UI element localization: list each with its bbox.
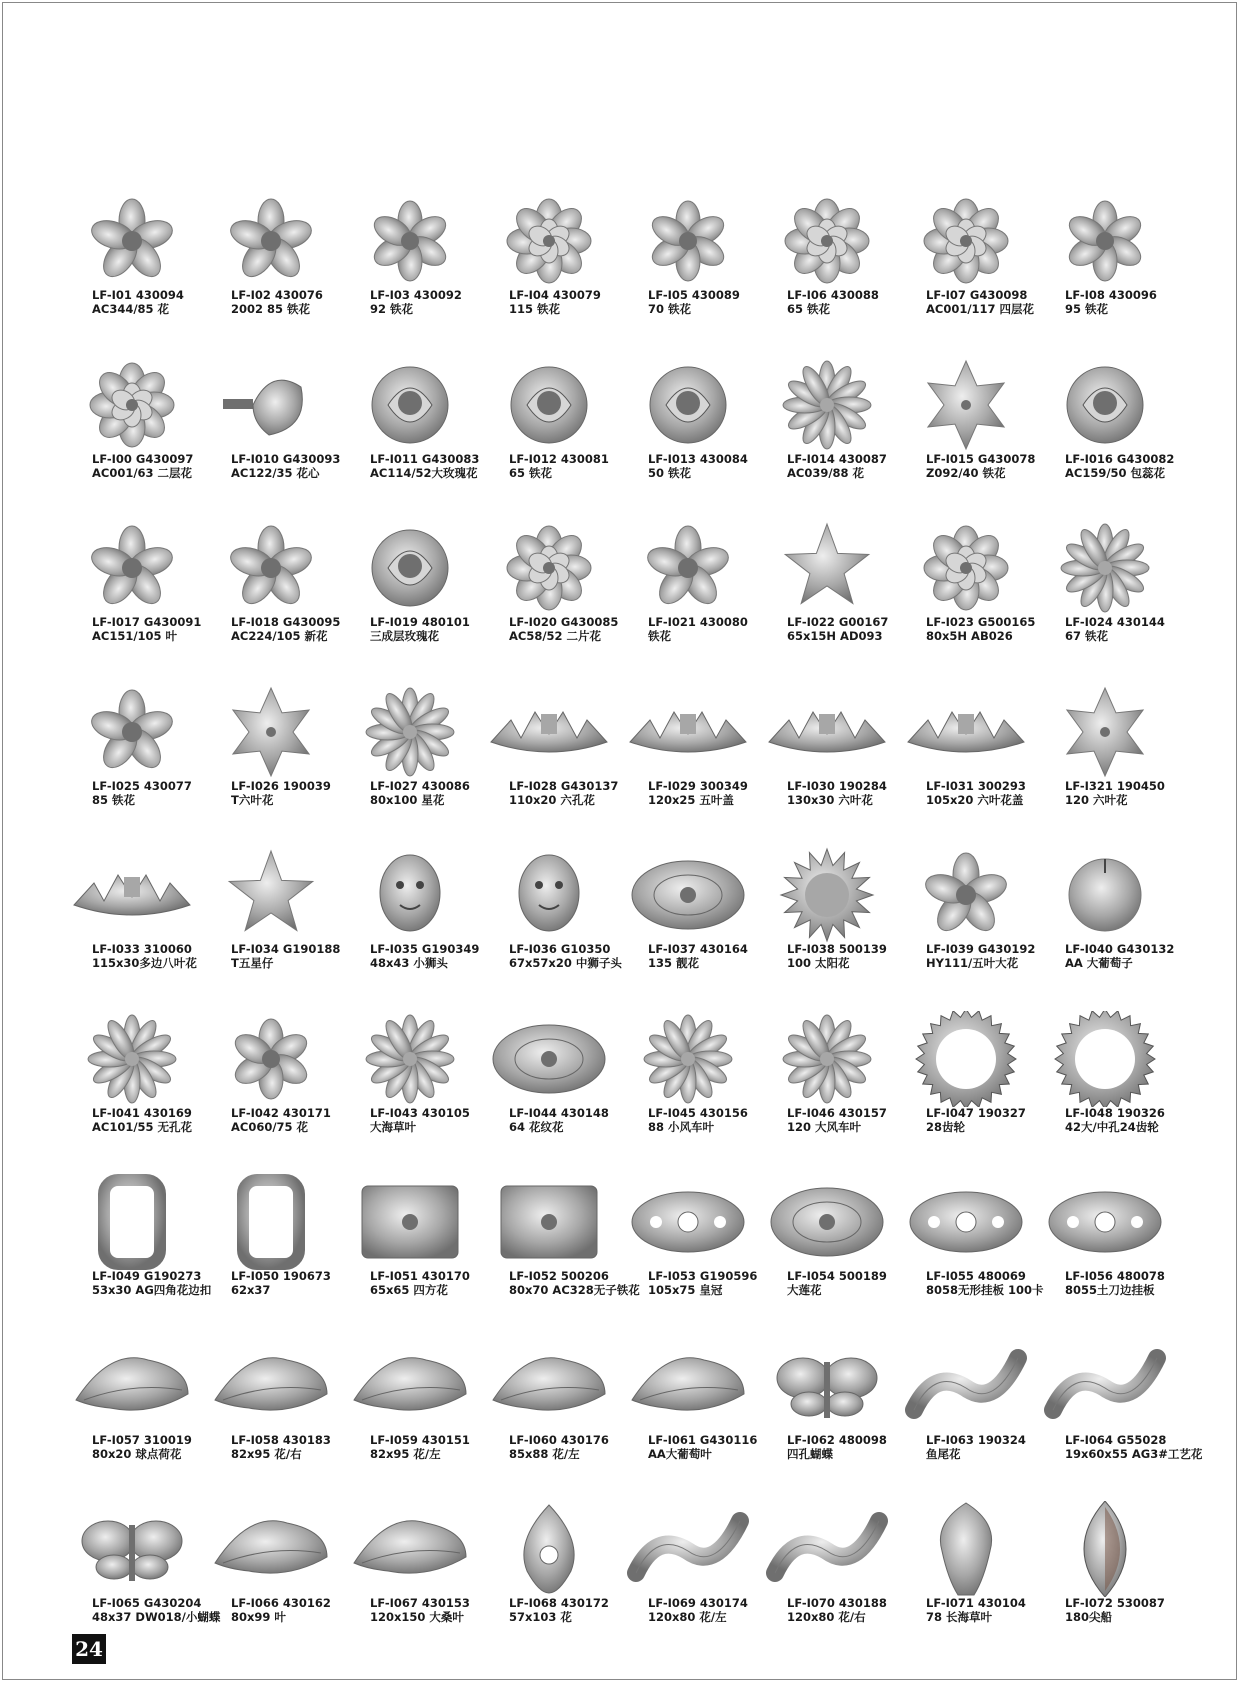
product-description: AC58/52 二片花 xyxy=(509,629,602,643)
catalog-item xyxy=(618,1010,757,1174)
product-photo xyxy=(763,519,890,617)
catalog-item xyxy=(1035,1010,1174,1174)
product-code: LF-I060 430176 xyxy=(509,1432,609,1447)
product-description: 95 铁花 xyxy=(1065,302,1109,316)
catalog-item xyxy=(62,1173,212,1337)
product-photo xyxy=(485,683,612,781)
product-code: LF-I065 G430204 xyxy=(92,1596,202,1610)
product-description: 三成层玫瑰花 xyxy=(370,629,439,643)
catalog-item xyxy=(1035,1173,1174,1337)
product-code: LF-I011 G430083 xyxy=(370,451,480,466)
product-code: LF-I054 500189 xyxy=(787,1269,887,1283)
product-description: 120x80 花/右 xyxy=(787,1610,866,1624)
product-photo xyxy=(902,356,1029,454)
catalog-item xyxy=(757,1500,896,1664)
product-code: LF-I049 G190273 xyxy=(92,1269,202,1283)
product-code: LF-I070 430188 xyxy=(787,1596,887,1610)
catalog-item xyxy=(896,192,1035,356)
product-description: AA 大葡萄子 xyxy=(1065,956,1133,970)
product-code: LF-I04 430079 xyxy=(509,288,601,302)
product-description: Z092/40 铁花 xyxy=(926,465,1006,480)
product-code: LF-I05 430089 xyxy=(648,288,740,302)
catalog-item xyxy=(896,1337,1035,1501)
catalog-item xyxy=(340,192,479,356)
product-code: LF-I025 430077 xyxy=(92,778,192,793)
product-photo xyxy=(68,846,195,944)
product-code: LF-I017 G430091 xyxy=(92,615,202,629)
product-code: LF-I064 G55028 xyxy=(1065,1432,1167,1447)
product-code: LF-I019 480101 xyxy=(370,615,470,629)
product-description: AC122/35 花心 xyxy=(231,465,320,480)
product-photo xyxy=(346,519,473,617)
catalog-item xyxy=(1035,192,1174,356)
product-description: 8055土刀边挂板 xyxy=(1065,1283,1155,1297)
product-photo xyxy=(207,192,334,290)
product-description: 28齿轮 xyxy=(926,1119,966,1134)
catalog-item xyxy=(896,519,1035,683)
product-photo xyxy=(485,846,612,944)
product-photo xyxy=(902,683,1029,781)
product-description: HY111/五叶大花 xyxy=(926,956,1019,970)
product-description: 120 六叶花 xyxy=(1065,792,1128,807)
product-description: 105x20 六叶花盖 xyxy=(926,792,1024,807)
product-code: LF-I059 430151 xyxy=(370,1432,470,1447)
product-description: 80x5H AB026 xyxy=(926,629,1013,643)
product-description: AC344/85 花 xyxy=(92,302,170,316)
catalog-item xyxy=(479,683,618,847)
product-description: 120x150 大桑叶 xyxy=(370,1610,464,1624)
product-description: 115x30多边八叶花 xyxy=(92,956,197,970)
product-description: 67x57x20 中狮子头 xyxy=(509,956,622,970)
catalog-item xyxy=(62,356,201,520)
product-photo xyxy=(207,519,334,617)
product-description: 80x70 AC328无子铁花 xyxy=(509,1283,640,1297)
product-code: LF-I063 190324 xyxy=(926,1432,1026,1447)
catalog-item xyxy=(201,1337,340,1501)
catalog-item xyxy=(896,1500,1035,1664)
product-code: LF-I055 480069 xyxy=(926,1269,1026,1283)
product-photo xyxy=(346,1337,473,1435)
product-description: 180尖船 xyxy=(1065,1610,1113,1624)
product-photo xyxy=(902,1173,1029,1271)
product-photo xyxy=(68,519,195,617)
product-photo xyxy=(624,192,751,290)
product-description: 85 铁花 xyxy=(92,792,136,807)
product-code: LF-I00 G430097 xyxy=(92,451,194,466)
product-description: AA大葡萄叶 xyxy=(648,1446,712,1461)
product-code: LF-I046 430157 xyxy=(787,1105,887,1120)
product-description: 80x99 叶 xyxy=(231,1610,286,1624)
product-photo xyxy=(346,683,473,781)
product-code: LF-I02 430076 xyxy=(231,288,323,302)
catalog-item xyxy=(618,519,757,683)
catalog-item xyxy=(340,1500,479,1664)
product-caption xyxy=(1065,1596,1205,1624)
product-description: 铁花 xyxy=(648,629,671,643)
product-code: LF-I048 190326 xyxy=(1065,1105,1165,1120)
product-description: 110x20 六孔花 xyxy=(509,792,595,807)
product-photo xyxy=(1041,846,1168,944)
product-code: LF-I044 430148 xyxy=(509,1105,609,1120)
product-photo xyxy=(624,356,751,454)
product-photo xyxy=(763,192,890,290)
product-code: LF-I062 480098 xyxy=(787,1432,887,1447)
product-description: AC001/117 四层花 xyxy=(926,302,1035,316)
catalog-item xyxy=(757,1337,896,1501)
product-photo xyxy=(1041,1010,1168,1108)
catalog-item xyxy=(340,683,479,847)
catalog-item xyxy=(201,356,340,520)
catalog-item xyxy=(340,356,479,520)
catalog-item xyxy=(201,683,340,847)
product-code: LF-I066 430162 xyxy=(231,1596,331,1610)
product-caption xyxy=(1065,288,1205,316)
product-code: LF-I022 G00167 xyxy=(787,615,889,629)
catalog-item xyxy=(896,356,1035,520)
product-code: LF-I043 430105 xyxy=(370,1105,470,1120)
product-code: LF-I020 G430085 xyxy=(509,615,619,629)
catalog-item xyxy=(618,1337,757,1501)
product-description: 48x43 小狮头 xyxy=(370,956,448,970)
product-description: 115 铁花 xyxy=(509,302,561,316)
product-photo xyxy=(1041,683,1168,781)
product-photo xyxy=(346,1010,473,1108)
product-photo xyxy=(346,846,473,944)
product-description: 85x88 花/左 xyxy=(509,1446,580,1461)
product-description: 130x30 六叶花 xyxy=(787,792,873,807)
product-photo xyxy=(1041,356,1168,454)
product-photo xyxy=(763,356,890,454)
catalog-item xyxy=(1035,846,1174,1010)
catalog-item xyxy=(1035,683,1174,847)
product-photo xyxy=(902,519,1029,617)
product-caption xyxy=(1065,1433,1205,1461)
product-code: LF-I068 430172 xyxy=(509,1596,609,1610)
product-photo xyxy=(902,846,1029,944)
product-code: LF-I033 310060 xyxy=(92,942,192,956)
catalog-item xyxy=(479,519,618,683)
catalog-item xyxy=(618,846,757,1010)
catalog-item xyxy=(479,846,622,1010)
product-photo xyxy=(1041,192,1168,290)
product-code: LF-I012 430081 xyxy=(509,451,609,466)
product-photo xyxy=(68,683,195,781)
product-description: AC101/55 无孔花 xyxy=(92,1119,193,1134)
product-code: LF-I056 480078 xyxy=(1065,1269,1165,1283)
product-description: 120x25 五叶盖 xyxy=(648,792,734,807)
product-description: 120 大风车叶 xyxy=(787,1119,862,1134)
product-photo xyxy=(346,192,473,290)
product-photo xyxy=(68,356,195,454)
catalog-item xyxy=(62,519,201,683)
product-code: LF-I038 500139 xyxy=(787,942,887,956)
product-photo xyxy=(624,1337,751,1435)
product-description: 2002 85 铁花 xyxy=(231,302,311,316)
product-photo xyxy=(68,1500,195,1598)
product-description: 鱼尾花 xyxy=(926,1446,961,1461)
product-code: LF-I06 430088 xyxy=(787,288,879,302)
product-description: 48x37 DW018/小蝴蝶 xyxy=(92,1610,221,1624)
catalog-item xyxy=(618,192,757,356)
catalog-item xyxy=(62,1337,201,1501)
catalog-item xyxy=(757,192,896,356)
product-description: 8058无形挂板 100卡 xyxy=(926,1283,1044,1297)
product-code: LF-I018 G430095 xyxy=(231,615,341,629)
catalog-item xyxy=(896,683,1035,847)
product-description: AC060/75 花 xyxy=(231,1119,309,1134)
product-code: LF-I057 310019 xyxy=(92,1432,192,1447)
product-description: 65 铁花 xyxy=(509,465,553,480)
catalog-item xyxy=(1035,519,1174,683)
product-description: 53x30 AG四角花边扣 xyxy=(92,1283,212,1297)
product-photo xyxy=(624,1173,751,1271)
catalog-item xyxy=(757,1173,896,1337)
product-code: LF-I016 G430082 xyxy=(1065,451,1175,466)
product-photo xyxy=(763,683,890,781)
product-code: LF-I037 430164 xyxy=(648,942,748,956)
product-description: 80x100 星花 xyxy=(370,792,445,807)
catalog-item xyxy=(757,1010,896,1174)
catalog-item xyxy=(201,1173,340,1337)
product-photo xyxy=(763,1337,890,1435)
catalog-item xyxy=(62,1010,201,1174)
product-description: 92 铁花 xyxy=(370,302,414,316)
catalog-item xyxy=(896,1010,1035,1174)
catalog-item xyxy=(479,1500,618,1664)
product-photo xyxy=(763,846,890,944)
product-description: 80x20 球点荷花 xyxy=(92,1446,182,1461)
product-photo xyxy=(207,1337,334,1435)
product-description: 67 铁花 xyxy=(1065,629,1109,643)
product-description: 105x75 皇冠 xyxy=(648,1283,723,1297)
catalog-item xyxy=(896,846,1035,1010)
product-photo xyxy=(485,192,612,290)
product-description: T六叶花 xyxy=(231,792,274,807)
product-photo xyxy=(624,1010,751,1108)
product-code: LF-I042 430171 xyxy=(231,1105,331,1120)
catalog-item xyxy=(757,683,896,847)
catalog-item xyxy=(340,1010,479,1174)
product-caption xyxy=(1065,615,1205,643)
product-description: 88 小风车叶 xyxy=(648,1119,715,1134)
catalog-item xyxy=(340,1337,479,1501)
product-code: LF-I058 430183 xyxy=(231,1432,331,1447)
product-code: LF-I030 190284 xyxy=(787,778,887,793)
product-code: LF-I08 430096 xyxy=(1065,288,1157,302)
product-description: AC224/105 新花 xyxy=(231,629,328,643)
product-photo xyxy=(1041,1173,1168,1271)
catalog-item xyxy=(340,1173,479,1337)
product-photo xyxy=(68,192,195,290)
catalog-item xyxy=(201,1010,340,1174)
product-code: LF-I067 430153 xyxy=(370,1596,470,1610)
product-photo xyxy=(207,1010,334,1108)
product-description: 64 花纹花 xyxy=(509,1119,564,1134)
product-photo xyxy=(624,519,751,617)
product-photo xyxy=(1041,1337,1168,1435)
product-photo xyxy=(763,1010,890,1108)
product-photo xyxy=(624,683,751,781)
catalog-item xyxy=(62,683,201,847)
product-description: 82x95 花/左 xyxy=(370,1446,441,1461)
product-code: LF-I041 430169 xyxy=(92,1105,192,1120)
product-code: LF-I03 430092 xyxy=(370,288,462,302)
product-description: 65 铁花 xyxy=(787,302,831,316)
product-code: LF-I072 530087 xyxy=(1065,1596,1165,1610)
product-code: LF-I026 190039 xyxy=(231,778,331,793)
product-description: 100 太阳花 xyxy=(787,956,850,970)
catalog-item xyxy=(757,846,896,1010)
product-photo xyxy=(485,1500,612,1598)
product-photo xyxy=(485,1010,612,1108)
product-code: LF-I023 G500165 xyxy=(926,615,1036,629)
product-photo xyxy=(346,1500,473,1598)
product-code: LF-I050 190673 xyxy=(231,1269,331,1283)
product-code: LF-I021 430080 xyxy=(648,615,748,629)
product-catalog-grid xyxy=(62,192,1212,1664)
product-description: 135 靓花 xyxy=(648,956,700,970)
catalog-item xyxy=(1035,1337,1203,1501)
product-photo xyxy=(902,1010,1029,1108)
product-photo xyxy=(68,1010,195,1108)
product-code: LF-I071 430104 xyxy=(926,1596,1026,1610)
catalog-item xyxy=(479,1337,618,1501)
product-description: AC151/105 叶 xyxy=(92,629,178,643)
product-photo xyxy=(763,1500,890,1598)
product-description: 42大/中孔24齿轮 xyxy=(1065,1119,1159,1134)
catalog-item xyxy=(201,1500,340,1664)
product-code: LF-I045 430156 xyxy=(648,1105,748,1120)
catalog-item xyxy=(1035,1500,1174,1664)
product-caption xyxy=(1065,1269,1205,1297)
product-description: AC159/50 包蕊花 xyxy=(1065,465,1166,480)
product-code: LF-I069 430174 xyxy=(648,1596,748,1610)
product-photo xyxy=(207,356,334,454)
product-photo xyxy=(68,1173,195,1271)
catalog-item xyxy=(479,192,618,356)
product-code: LF-I029 300349 xyxy=(648,778,748,793)
product-description: AC114/52大玫瑰花 xyxy=(370,465,478,480)
product-description: 57x103 花 xyxy=(509,1610,572,1624)
product-code: LF-I052 500206 xyxy=(509,1269,609,1283)
catalog-item xyxy=(479,1173,640,1337)
product-code: LF-I024 430144 xyxy=(1065,615,1165,629)
product-description: T五星仔 xyxy=(231,956,274,970)
product-photo xyxy=(207,1173,334,1271)
product-description: 65x65 四方花 xyxy=(370,1283,448,1297)
product-photo xyxy=(207,846,334,944)
product-code: LF-I031 300293 xyxy=(926,778,1026,793)
catalog-item xyxy=(618,1173,757,1337)
product-description: 65x15H AD093 xyxy=(787,629,883,643)
product-description: 50 铁花 xyxy=(648,465,692,480)
product-code: LF-I053 G190596 xyxy=(648,1269,758,1283)
catalog-item xyxy=(340,846,479,1010)
catalog-item xyxy=(618,683,757,847)
product-photo xyxy=(485,1337,612,1435)
product-code: LF-I051 430170 xyxy=(370,1269,470,1283)
product-photo xyxy=(485,1173,612,1271)
product-photo xyxy=(485,519,612,617)
catalog-item xyxy=(757,356,896,520)
product-photo xyxy=(763,1173,890,1271)
catalog-item xyxy=(201,846,340,1010)
product-code: LF-I321 190450 xyxy=(1065,778,1165,793)
product-description: 大莲花 xyxy=(787,1283,822,1297)
product-photo xyxy=(207,683,334,781)
product-description: 19x60x55 AG3#工艺花 xyxy=(1065,1446,1203,1461)
page-number: 24 xyxy=(72,1634,106,1664)
product-code: LF-I035 G190349 xyxy=(370,942,480,956)
product-code: LF-I07 G430098 xyxy=(926,288,1028,302)
catalog-item xyxy=(618,356,757,520)
product-photo xyxy=(902,1500,1029,1598)
product-description: AC001/63 二层花 xyxy=(92,465,193,480)
catalog-item xyxy=(757,519,896,683)
product-code: LF-I040 G430132 xyxy=(1065,942,1175,956)
product-photo xyxy=(1041,1500,1168,1598)
product-code: LF-I039 G430192 xyxy=(926,942,1036,956)
product-description: 78 长海草叶 xyxy=(926,1610,993,1624)
product-photo xyxy=(902,1337,1029,1435)
product-code: LF-I027 430086 xyxy=(370,778,470,793)
product-code: LF-I01 430094 xyxy=(92,288,184,302)
product-photo xyxy=(346,356,473,454)
catalog-item xyxy=(62,192,201,356)
product-description: 70 铁花 xyxy=(648,302,692,316)
catalog-item xyxy=(896,1173,1044,1337)
product-description: 大海草叶 xyxy=(370,1119,416,1134)
product-code: LF-I047 190327 xyxy=(926,1105,1026,1120)
product-photo xyxy=(485,356,612,454)
product-description: 120x80 花/左 xyxy=(648,1610,727,1624)
product-caption xyxy=(1065,942,1205,970)
product-code: LF-I015 G430078 xyxy=(926,451,1036,466)
catalog-item xyxy=(62,846,201,1010)
product-photo xyxy=(346,1173,473,1271)
product-caption xyxy=(1065,1106,1205,1134)
product-code: LF-I013 430084 xyxy=(648,451,748,466)
product-photo xyxy=(902,192,1029,290)
product-code: LF-I036 G10350 xyxy=(509,942,611,956)
product-caption xyxy=(1065,452,1205,480)
product-photo xyxy=(207,1500,334,1598)
product-photo xyxy=(1041,519,1168,617)
product-description: 四孔蝴蝶 xyxy=(787,1446,833,1461)
product-photo xyxy=(68,1337,195,1435)
catalog-item xyxy=(201,192,340,356)
product-photo xyxy=(624,846,751,944)
catalog-item xyxy=(618,1500,757,1664)
product-description: 62x37 xyxy=(231,1283,271,1297)
catalog-item xyxy=(1035,356,1174,520)
catalog-item xyxy=(479,1010,618,1174)
product-photo xyxy=(624,1500,751,1598)
product-code: LF-I034 G190188 xyxy=(231,942,341,956)
product-code: LF-I061 G430116 xyxy=(648,1432,758,1447)
product-code: LF-I028 G430137 xyxy=(509,778,619,793)
catalog-item xyxy=(340,519,479,683)
catalog-item xyxy=(201,519,340,683)
catalog-item xyxy=(479,356,618,520)
product-description: 82x95 花/右 xyxy=(231,1446,302,1461)
product-code: LF-I014 430087 xyxy=(787,451,887,466)
product-caption xyxy=(1065,779,1205,807)
product-description: AC039/88 花 xyxy=(787,465,865,480)
product-code: LF-I010 G430093 xyxy=(231,451,341,466)
